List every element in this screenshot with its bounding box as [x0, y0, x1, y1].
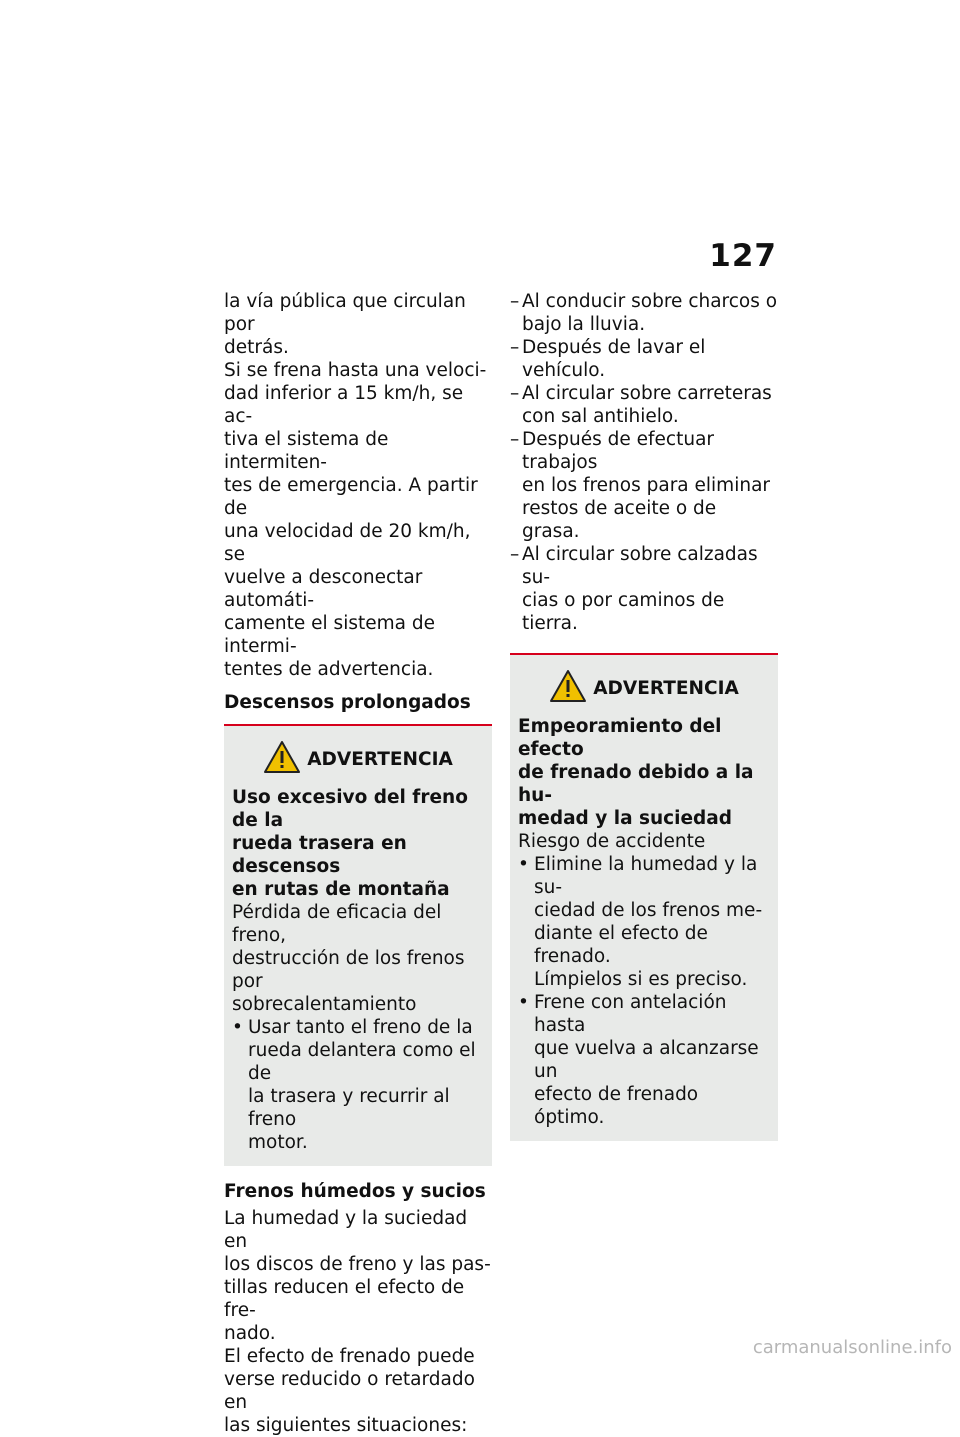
warning-subject-line: en rutas de montaña [232, 879, 450, 900]
text-line: nado. [224, 1323, 276, 1344]
list-item: – Después de lavar el vehículo. [510, 336, 778, 382]
warning-bullet [518, 991, 770, 1129]
text-line: Si se frena hasta una veloci- [224, 360, 487, 381]
warning-bullet [518, 853, 770, 991]
warning-triangle-icon [549, 669, 587, 707]
warning-bullet [232, 1016, 484, 1154]
list-item: – Después de efectuar trabajos en los frenos para eliminar restos de aceite o de grasa. [510, 428, 778, 543]
list-item-line: cias o por caminos de tierra. [522, 590, 725, 634]
warning-body-line: sobrecalentamiento [232, 994, 417, 1015]
warning-triangle-icon [263, 740, 301, 778]
warning-title: ADVERTENCIA [593, 677, 739, 699]
text-line: una velocidad de 20 km/h, se [224, 521, 471, 565]
warning-title: ADVERTENCIA [307, 748, 453, 770]
warning-subject-line: Empeoramiento del efecto [518, 716, 722, 760]
bullet-dot-icon: • [518, 854, 529, 875]
bullet-line: Elimine la humedad y la su- [534, 854, 758, 898]
left-column [224, 290, 492, 1437]
text-line: dad inferior a 15 km/h, se ac- [224, 383, 464, 427]
bullet-line: la trasera y recurrir al freno [248, 1086, 450, 1130]
bullet-line: Límpielos si es preciso. [534, 969, 748, 990]
list-item: – Al conducir sobre charcos o bajo la lluvia. [510, 291, 778, 335]
list-item: – Al circular sobre carreteras con sal antihielo. [510, 383, 772, 427]
section2-text [224, 1207, 492, 1437]
section-heading-descensos: Descensos prolongados [224, 692, 471, 713]
text-line: El efecto de frenado puede [224, 1346, 475, 1367]
text-line: La humedad y la suciedad en [224, 1208, 468, 1252]
warning-subject-line: Uso excesivo del freno de la [232, 787, 468, 831]
list-item-line: Al circular sobre calzadas su- [522, 544, 758, 588]
bullet-line: Frene con antelación hasta [534, 992, 727, 1036]
warning-subject-line: rueda trasera en descensos [232, 833, 407, 877]
list-item: – Al circular sobre calzadas su- cias o por caminos de tierra. [510, 543, 778, 635]
list-item-line: restos de aceite o de grasa. [522, 498, 717, 542]
warning-header [518, 669, 770, 707]
bullet-line: Usar tanto el freno de la [248, 1017, 473, 1038]
list-item-line: con sal antihielo. [522, 406, 679, 427]
warning-body-line: destrucción de los frenos por [232, 948, 465, 992]
text-line: vuelve a desconectar automáti- [224, 567, 423, 611]
text-line: tiva el sistema de intermiten- [224, 429, 389, 473]
warning-subject-line: de frenado debido a la hu- [518, 762, 754, 806]
text-line: los discos de freno y las pas- [224, 1254, 491, 1275]
text-line: las siguientes situaciones: [224, 1415, 468, 1436]
bullet-line: diante el efecto de frenado. [534, 923, 708, 967]
warning-subject-line: medad y la suciedad [518, 808, 733, 829]
bullet-line: ciedad de los frenos me- [534, 900, 763, 921]
situations-list [510, 290, 778, 635]
bullet-line: rueda delantera como el de [248, 1040, 476, 1084]
bullet-line: que vuelva a alcanzarse un [534, 1038, 759, 1082]
list-item-line: Después de lavar el vehículo. [522, 337, 706, 381]
list-item-line: en los frenos para eliminar [522, 475, 771, 496]
bullet-line: motor. [248, 1132, 308, 1153]
watermark: carmanualsonline.info [752, 1337, 952, 1358]
text-line: detrás. [224, 337, 289, 358]
right-column [510, 290, 778, 1141]
text-line: la vía pública que circulan por [224, 291, 466, 335]
page-number: 127 [709, 238, 777, 274]
text-line: tentes de advertencia. [224, 659, 434, 680]
bullet-dot-icon: • [518, 992, 529, 1013]
text-line: verse reducido o retardado en [224, 1369, 475, 1413]
list-item-line: Después de efectuar trabajos [522, 429, 715, 473]
list-item-line: Al conducir sobre charcos o [522, 291, 778, 312]
warning-box-descensos [224, 726, 492, 1166]
list-item-line: bajo la lluvia. [522, 314, 646, 335]
warning-box-humedad [510, 655, 778, 1141]
warning-header [232, 740, 484, 778]
intro-text [224, 290, 492, 681]
bullet-dot-icon: • [232, 1017, 243, 1038]
section-heading-frenos-humedos: Frenos húmedos y sucios [224, 1181, 486, 1202]
warning-body-line: Pérdida de eficacia del freno, [232, 902, 442, 946]
text-line: tes de emergencia. A partir de [224, 475, 478, 519]
warning-body-line: Riesgo de accidente [518, 831, 706, 852]
bullet-line: efecto de frenado óptimo. [534, 1084, 699, 1128]
list-item-line: Al circular sobre carreteras [522, 383, 772, 404]
text-line: tillas reducen el efecto de fre- [224, 1277, 465, 1321]
text-line: camente el sistema de intermi- [224, 613, 435, 657]
